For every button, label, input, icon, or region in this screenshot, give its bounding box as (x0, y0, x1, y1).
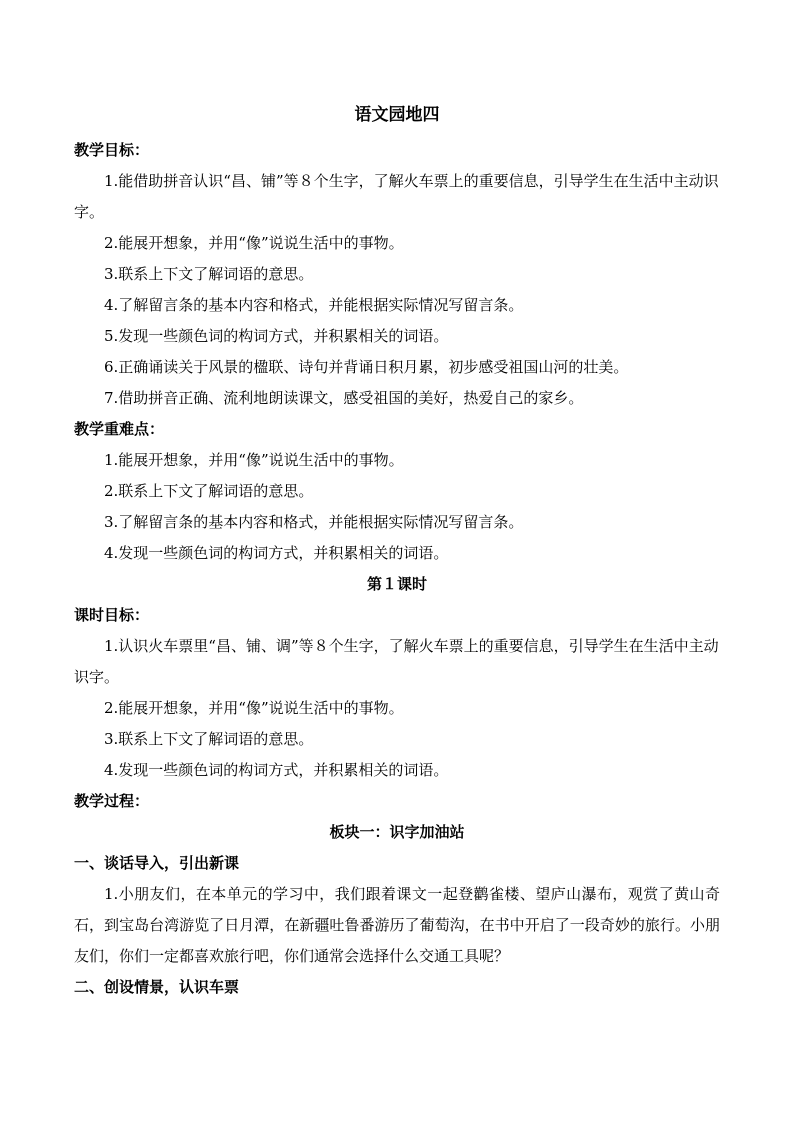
objective-item: 5.发现一些颜色词的构词方式，并积累相关的词语。 (104, 327, 449, 345)
objective-item: 4.了解留言条的基本内容和格式，并能根据实际情况写留言条。 (104, 296, 524, 314)
key-point-item: 2.联系上下文了解词语的意思。 (104, 482, 314, 500)
key-point-item: 4.发现一些颜色词的构词方式，并积累相关的词语。 (104, 544, 449, 562)
objective-item: 1.能借助拼音认识“昌、铺”等８个生字，了解火车票上的重要信息，引导学生在生活中主动识字。 (74, 172, 719, 221)
objective-item: 6.正确诵读关于风景的楹联、诗句并背诵日积月累，初步感受祖国山河的壮美。 (104, 358, 629, 376)
objective-item: 2.能展开想象，并用“像”说说生活中的事物。 (104, 234, 404, 252)
section-paragraph: 1.小朋友们，在本单元的学习中，我们跟着课文一起登鹳雀楼、望庐山瀑布，观赏了黄山奇石，到宝岛台湾游览了日月潭，在新疆吐鲁番游历了葡萄沟，在书中开启了一段奇妙的旅行。小朋友们，你们一定都喜欢旅行吧，你们通常会选择什么交通工具呢？ (74, 885, 720, 965)
document-page (74, 100, 720, 1003)
section-heading: 一、谈话导入，引出新课 (74, 854, 240, 872)
objectives-heading: 教学目标： (74, 141, 150, 159)
lesson-objective-item: 2.能展开想象，并用“像”说说生活中的事物。 (104, 699, 404, 717)
section-heading: 二、创设情景，认识车票 (74, 978, 240, 996)
objective-item: 3.联系上下文了解词语的意思。 (104, 265, 314, 283)
key-point-item: 3.了解留言条的基本内容和格式，并能根据实际情况写留言条。 (104, 513, 524, 531)
lesson-objective-item: 1.认识火车票里“昌、铺、调”等８个生字，了解火车票上的重要信息，引导学生在生活中主动识字。 (74, 637, 719, 686)
key-points-heading: 教学重难点： (74, 420, 165, 438)
key-point-item: 1.能展开想象，并用“像”说说生活中的事物。 (104, 451, 404, 469)
lesson-objective-item: 4.发现一些颜色词的构词方式，并积累相关的词语。 (104, 761, 449, 779)
lesson-objectives-heading: 课时目标： (74, 606, 150, 624)
objective-item: 7.借助拼音正确、流利地朗读课文，感受祖国的美好，热爱自己的家乡。 (104, 389, 584, 407)
block-title: 板块一：识字加油站 (329, 823, 465, 841)
lesson-objective-item: 3.联系上下文了解词语的意思。 (104, 730, 314, 748)
document-title: 语文园地四 (354, 105, 440, 125)
process-heading: 教学过程： (74, 792, 150, 810)
lesson-heading: 第１课时 (366, 575, 427, 593)
